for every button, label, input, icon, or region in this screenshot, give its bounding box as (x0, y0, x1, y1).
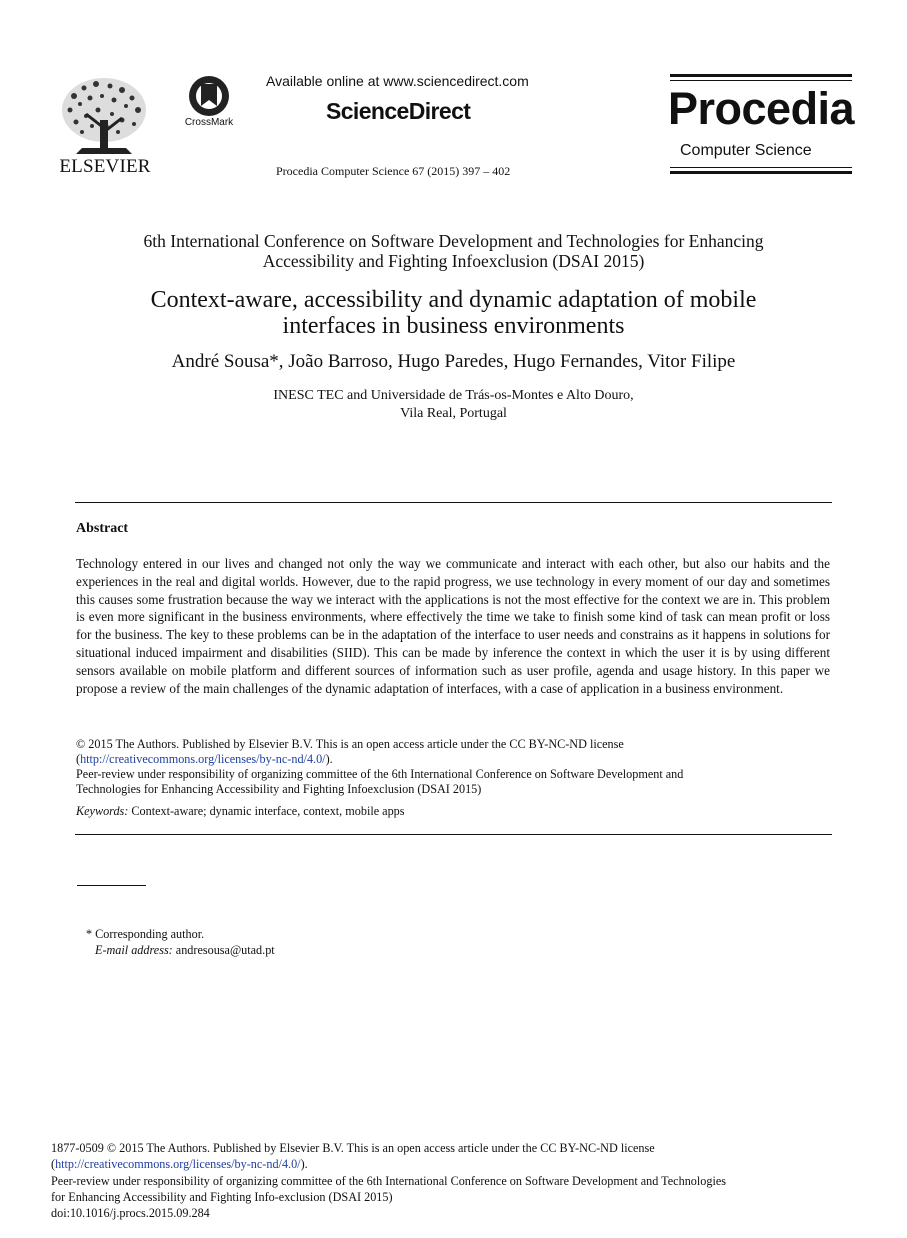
divider (75, 502, 832, 503)
keywords-label: Keywords: (76, 804, 129, 818)
footer-line (51, 1156, 831, 1172)
paren: ). (325, 752, 333, 766)
procedia-bottom-rule (670, 167, 852, 174)
license-link[interactable]: http://creativecommons.org/licenses/by-nc-nd/4.0/ (80, 752, 326, 766)
author-list: André Sousa*, João Barroso, Hugo Paredes, Hugo Fernandes, Vitor Filipe (171, 351, 736, 372)
affiliation-line: Vila Real, Portugal (400, 406, 507, 421)
procedia-brand: Procedia (668, 83, 855, 134)
page-footer (51, 1140, 831, 1221)
paren: ( (76, 752, 81, 766)
footnote (86, 926, 275, 958)
license-line: © 2015 The Authors. Published by Elsevier B.V. This is an open access article under the CC BY-NC-ND license (76, 737, 624, 751)
footnote-rule (77, 885, 146, 886)
license-line (76, 752, 836, 767)
corresponding-author: * Corresponding author. (86, 927, 205, 941)
conference-line: 6th International Conference on Software Development and Technologies for Enhancing (143, 231, 764, 251)
email-label: E-mail address: (95, 943, 173, 957)
email-value[interactable]: andresousa@utad.pt (172, 943, 275, 957)
sciencedirect-brand: ScienceDirect (326, 98, 471, 124)
license-notice (76, 737, 836, 797)
paren: ). (300, 1157, 308, 1172)
paper-title (0, 287, 907, 339)
email-line (86, 942, 275, 958)
procedia-subtitle: Computer Science (680, 142, 812, 159)
conference-name (0, 231, 907, 271)
abstract-body: Technology entered in our lives and changed not only the way we communicate and interact with each other, but also our habits and the experiences in the real and digital worlds. However, due to the rapid progress, we use technology in every moment of our day and sometimes this causes some frustration because the way we interact with the applications is not the most effective for the context we are in. This problem is even more significant in the business environments, where effectively the time we take to finish some kind of task can mean profit or loss for the business. The key to these problems can be in the adaptation of the interface to user needs and constrains as it happens in solutions for situational induced impairment and disabilities (SIID). This can be made by inference the context in which the user it is by using different sensors available on mobile platform and different sources of information such as user profile, agenda and usage history. In this paper we propose a review of the main challenges of the dynamic adaptation of interfaces, with a case of application in a business environment. (76, 556, 830, 696)
paper-title-line: interfaces in business environments (282, 313, 625, 339)
keywords-values: Context-aware; dynamic interface, context, mobile apps (128, 804, 405, 818)
procedia-top-rule (670, 74, 852, 81)
footer-license-link[interactable]: http://creativecommons.org/licenses/by-nc-nd/4.0/ (55, 1157, 301, 1172)
footer-line: 1877-0509 © 2015 The Authors. Published by Elsevier B.V. This is an open access article under the CC BY-NC-ND license (51, 1141, 655, 1155)
paper-title-line: Context-aware, accessibility and dynamic adaptation of mobile (150, 287, 757, 313)
paren: ( (51, 1157, 56, 1172)
conference-line: Accessibility and Fighting Infoexclusion (DSAI 2015) (262, 251, 645, 271)
peer-review-line: Peer-review under responsibility of organizing committee of the 6th International Conference on Software Development and (76, 767, 684, 781)
affiliation (0, 387, 907, 423)
keywords (76, 804, 405, 819)
abstract-heading: Abstract (76, 521, 129, 536)
crossmark-label: CrossMark (184, 117, 234, 128)
available-online-text: Available online at www.sciencedirect.com (266, 73, 529, 89)
footer-line: for Enhancing Accessibility and Fighting Info-exclusion (DSAI 2015) (51, 1189, 393, 1204)
divider (75, 834, 832, 835)
affiliation-line: INESC TEC and Universidade de Trás-os-Montes e Alto Douro, (273, 388, 634, 403)
journal-citation: Procedia Computer Science 67 (2015) 397 – 402 (276, 164, 511, 178)
peer-review-line: Technologies for Enhancing Accessibility and Fighting Infoexclusion (DSAI 2015) (76, 782, 482, 796)
elsevier-logo-text: ELSEVIER (59, 156, 151, 177)
doi[interactable]: doi:10.1016/j.procs.2015.09.284 (51, 1206, 210, 1221)
footer-line: Peer-review under responsibility of organizing committee of the 6th International Conference on Software Development and Technologies (51, 1173, 726, 1188)
